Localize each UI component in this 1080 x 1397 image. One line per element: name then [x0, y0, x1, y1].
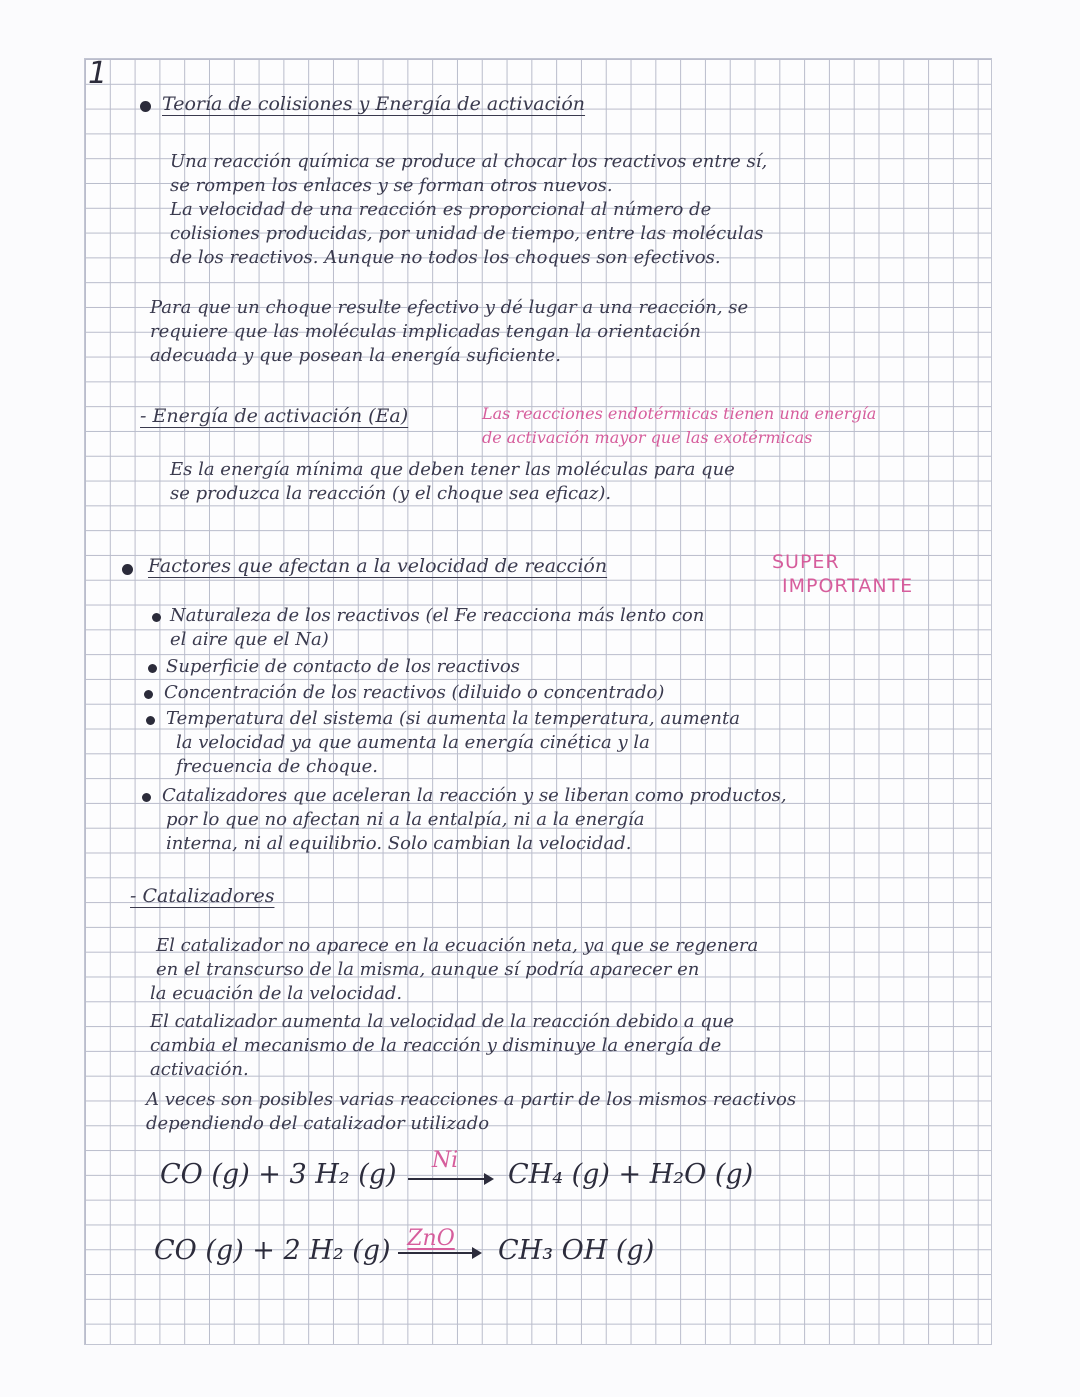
text-line: se rompen los enlaces y se forman otros nuevos.	[170, 175, 613, 196]
text-line: dependiendo del catalizador utilizado	[146, 1113, 490, 1134]
bullet-icon	[152, 613, 161, 622]
factor-item: frecuencia de choque.	[176, 756, 379, 777]
text-line: El catalizador aumenta la velocidad de la reacción debido a que	[150, 1011, 735, 1032]
endothermic-note: Las reacciones endotérmicas tienen una energía	[482, 404, 877, 423]
text-line: colisiones producidas, por unidad de tiempo, entre las moléculas	[170, 223, 764, 244]
text-line: cambia el mecanismo de la reacción y disminuye la energía de	[150, 1035, 722, 1056]
text-line: se produzca la reacción (y el choque sea eficaz).	[170, 483, 612, 504]
factor-item: Catalizadores que aceleran la reacción y se liberan como productos,	[162, 785, 787, 806]
text-line: requiere que las moléculas implicadas tengan la orientación	[150, 321, 701, 342]
text-line: El catalizador no aparece en la ecuación neta, ya que se regenera	[156, 935, 759, 956]
bullet-icon	[142, 793, 151, 802]
bullet-icon	[146, 716, 155, 725]
text-line: Es la energía mínima que deben tener las moléculas para que	[170, 459, 735, 480]
super-badge: SUPER	[772, 551, 840, 573]
importante-badge: IMPORTANTE	[782, 575, 914, 597]
text-line: A veces son posibles varias reacciones a partir de los mismos reactivos	[146, 1089, 797, 1110]
catalyst-zno: ZnO	[407, 1226, 455, 1251]
catalysts-heading: - Catalizadores	[130, 885, 275, 907]
text-line: en el transcurso de la misma, aunque sí podría aparecer en	[156, 959, 700, 980]
reaction-arrow-icon	[398, 1252, 480, 1254]
text-line: de los reactivos. Aunque no todos los choques son efectivos.	[170, 247, 721, 268]
factor-item: Naturaleza de los reactivos (el Fe reacciona más lento con	[170, 605, 705, 626]
factor-item: Temperatura del sistema (si aumenta la temperatura, aumenta	[166, 708, 740, 729]
text-line: La velocidad de una reacción es proporcional al número de	[170, 199, 712, 220]
equation-1-reactants: CO (g) + 3 H₂ (g)	[160, 1159, 397, 1190]
catalyst-ni: Ni	[431, 1148, 459, 1173]
factor-item: Superficie de contacto de los reactivos	[166, 656, 520, 677]
text-line: Para que un choque resulte efectivo y dé lugar a una reacción, se	[150, 297, 749, 318]
endothermic-note: de activación mayor que las exotérmicas	[482, 428, 813, 447]
text-line: adecuada y que posean la energía suficiente.	[150, 345, 561, 366]
reaction-arrow-icon	[408, 1178, 492, 1180]
factor-item: Concentración de los reactivos (diluido o concentrado)	[164, 682, 665, 703]
page-number: 1	[88, 56, 108, 91]
section-title-collisions: Teoría de colisiones y Energía de activación	[162, 93, 586, 115]
section-title-factors: Factores que afectan a la velocidad de reacción	[148, 555, 608, 577]
equation-2-reactants: CO (g) + 2 H₂ (g)	[154, 1235, 391, 1266]
factor-item: el aire que el Na)	[170, 629, 329, 650]
bullet-icon	[140, 101, 151, 112]
bullet-icon	[148, 664, 157, 673]
text-line: activación.	[150, 1059, 249, 1080]
factor-item: interna, ni al equilibrio. Solo cambian la velocidad.	[166, 833, 632, 854]
equation-2-products: CH₃ OH (g)	[498, 1235, 655, 1266]
bullet-icon	[144, 690, 153, 699]
text-line: la ecuación de la velocidad.	[150, 983, 403, 1004]
text-line: Una reacción química se produce al chocar los reactivos entre sí,	[170, 151, 768, 172]
factor-item: la velocidad ya que aumenta la energía cinética y la	[176, 732, 650, 753]
activation-energy-heading: - Energía de activación (Ea)	[140, 405, 409, 427]
bullet-icon	[122, 564, 133, 575]
factor-item: por lo que no afectan ni a la entalpía, ni a la energía	[166, 809, 645, 830]
equation-1-products: CH₄ (g) + H₂O (g)	[508, 1159, 754, 1190]
